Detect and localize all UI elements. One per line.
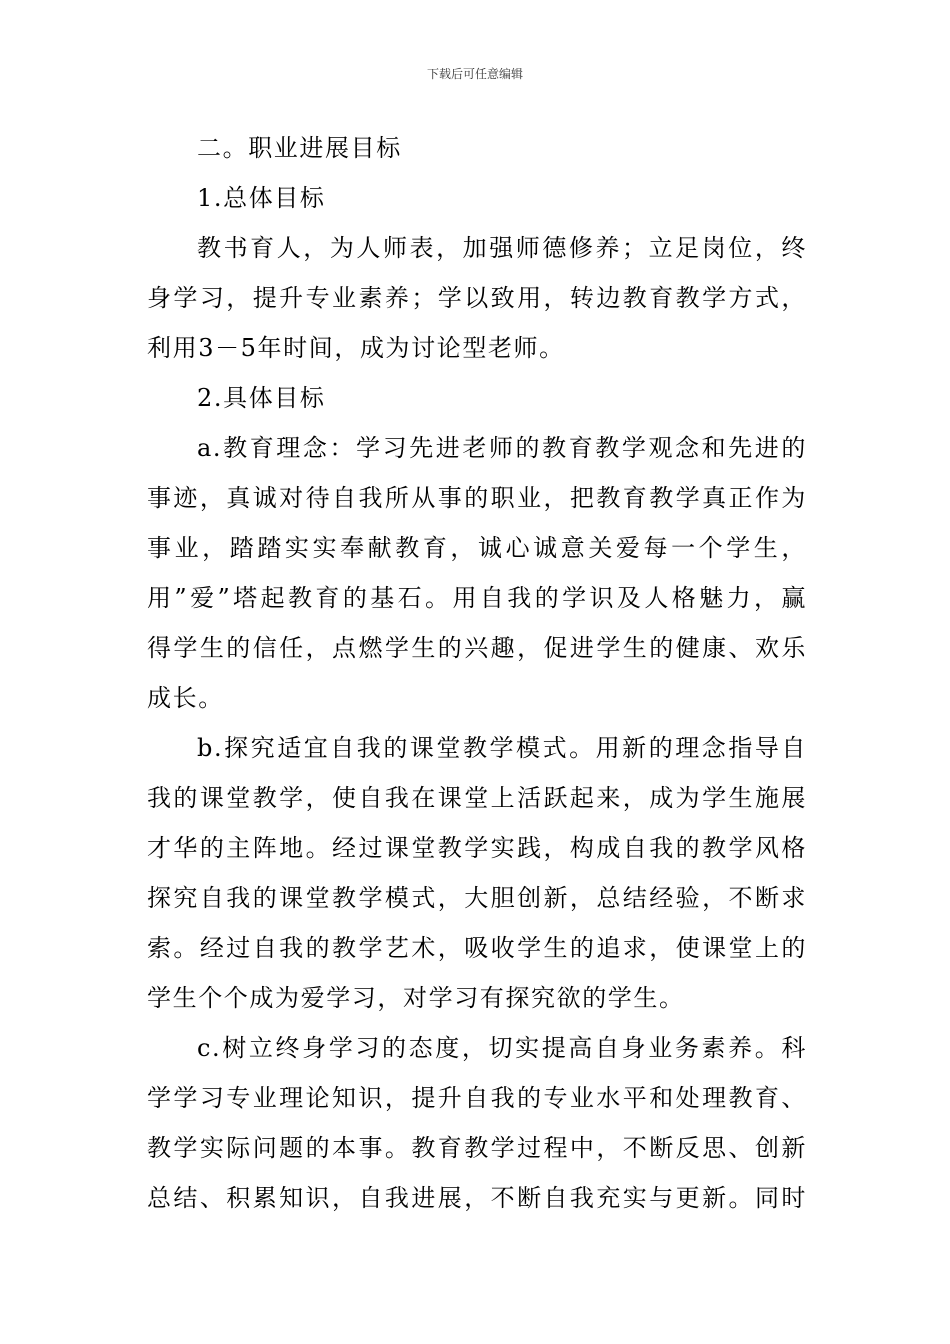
para-b-line: b.探究适宜自我的课堂教学模式。用新的理念指导自 (197, 734, 807, 762)
specific-goal-title: 2.具体目标 (197, 384, 326, 412)
para-a-line: 成长。 (147, 684, 224, 712)
para-c-line: 教学实际问题的本事。教育教学过程中，不断反思、创新 (147, 1134, 807, 1162)
para-b-line: 我的课堂教学，使自我在课堂上活跃起来，成为学生施展 (147, 784, 807, 812)
para-a-line: 事迹，真诚对待自我所从事的职业，把教育教学真正作为 (147, 484, 807, 512)
para-a-line: a.教育理念：学习先进老师的教育教学观念和先进的 (197, 434, 807, 462)
para-a-line: 得学生的信任，点燃学生的兴趣，促进学生的健康、欢乐 (147, 634, 807, 662)
para-c-line: 学学习专业理论知识，提升自我的专业水平和处理教育、 (147, 1084, 807, 1112)
overall-goal-line: 利用3－5年时间，成为讨论型老师。 (147, 334, 565, 362)
section-title: 二。职业进展目标 (197, 134, 402, 162)
para-a-line: 用”爱”塔起教育的基石。用自我的学识及人格魅力，赢 (147, 584, 807, 612)
para-c-line: 总结、积累知识，自我进展，不断自我充实与更新。同时 (147, 1184, 807, 1212)
para-c-line: c.树立终身学习的态度，切实提高自身业务素养。科 (197, 1034, 807, 1062)
header-note: 下载后可任意编辑 (426, 67, 523, 81)
para-b-line: 学生个个成为爱学习，对学习有探究欲的学生。 (147, 984, 685, 1012)
para-a-line: 事业，踏踏实实奉献教育，诚心诚意关爱每一个学生， (147, 534, 807, 562)
overall-goal-line: 教书育人，为人师表，加强师德修养；立足岗位，终 (197, 234, 807, 262)
para-b-line: 索。经过自我的教学艺术，吸收学生的追求，使课堂上的 (147, 934, 807, 962)
overall-goal-title: 1.总体目标 (197, 184, 326, 212)
para-b-line: 才华的主阵地。经过课堂教学实践，构成自我的教学风格 (147, 834, 807, 862)
para-b-line: 探究自我的课堂教学模式，大胆创新，总结经验，不断求 (147, 884, 807, 912)
overall-goal-line: 身学习，提升专业素养；学以致用，转边教育教学方式， (147, 284, 807, 312)
